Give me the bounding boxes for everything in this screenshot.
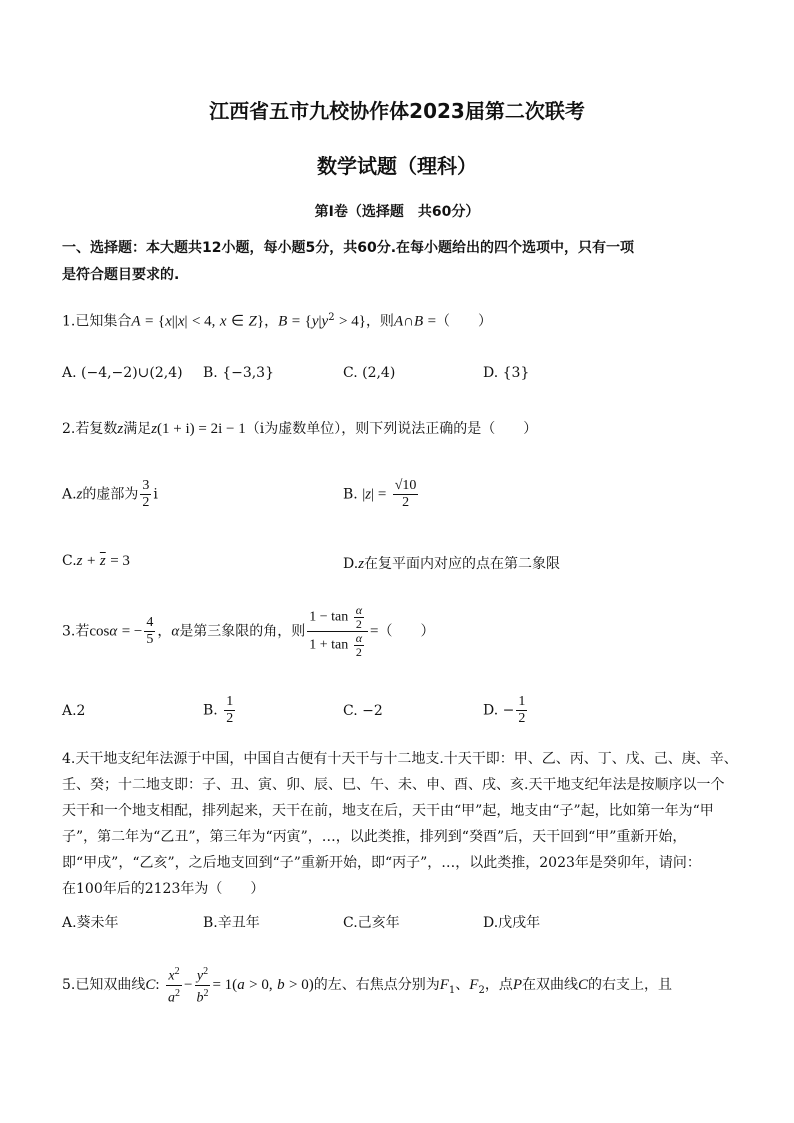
- question-4-line-5: 即“甲戌”，“乙亥”，之后地支回到“子”重新开始，即“丙子”，…，以此类推，2023年是癸卯年，请问：: [62, 855, 701, 871]
- question-2-option-c[interactable]: $C.z + \overline{z} = 3$: [62, 553, 130, 569]
- question-3-option-c[interactable]: C. −2: [343, 703, 383, 719]
- question-4-line-1: 4.天干地支纪年法源于中国，中国自古便有十天干与十二地支.十天干即：甲、乙、丙、丁、戊、己、庚、辛、: [62, 751, 738, 767]
- question-4-option-c[interactable]: C.己亥年: [343, 915, 400, 931]
- question-4-stem: [62, 746, 742, 902]
- question-4-line-6: 在100年后的2123年为（ ）: [62, 881, 265, 897]
- section-instruction-line1: 一、选择题：本大题共12小题，每小题5分，共60分.在每小题给出的四个选项中，只有一项: [62, 240, 635, 256]
- question-3-option-d[interactable]: D. − $\frac{1}{2}$: [483, 694, 526, 726]
- question-1-option-a[interactable]: A. (−4,−2)∪(2,4): [62, 365, 183, 381]
- question-4-option-d[interactable]: D.戊戌年: [483, 915, 541, 931]
- section-instruction-line2: 是符合题目要求的.: [62, 267, 180, 283]
- part-heading: 第Ⅰ卷（选择题 共60分）: [314, 204, 480, 220]
- exam-subject: 数学试题（理科）: [317, 154, 477, 178]
- exam-title: 江西省五市九校协作体2023届第二次联考: [209, 99, 585, 123]
- question-2-stem: 2.若复数z满足z(1 + i) = 2i − 1（i为虚数单位），则下列说法正确的是（ ）: [62, 421, 538, 437]
- question-3-option-a[interactable]: A.2: [62, 703, 86, 719]
- question-3-option-b[interactable]: B. $\frac{1}{2}$: [203, 694, 234, 726]
- question-2-option-b[interactable]: B. |z| = $\frac{√10}{2}$: [343, 478, 417, 510]
- question-4-line-2: 壬、癸；十二地支即：子、丑、寅、卯、辰、巳、午、未、申、酉、戌、亥.天干地支纪年法是按顺序以一个: [62, 777, 725, 793]
- question-2-option-d[interactable]: D.z在复平面内对应的点在第二象限: [343, 556, 561, 572]
- question-1-option-d[interactable]: D. {3}: [483, 365, 530, 381]
- question-4-option-b[interactable]: B.辛丑年: [203, 915, 260, 931]
- question-3-stem: 3.若cosα = − $\frac{4}{5}$ ，α是第三象限的角，则 1 − tan $\frac{\alpha}{2}$ 1 + tan $\frac{\alpha}{2}$ =（ ）: [62, 603, 435, 659]
- question-1-stem: 1.已知集合A = {x||x| < 4, x ∈ Z}，$B = \{y|y^2 > 4\}$，则A∩B =（ ）: [62, 312, 493, 330]
- question-4-line-3: 天干和一个地支相配，排列起来，天干在前，地支在后，天干由“甲”起，地支由“子”起，比如第一年为“甲: [62, 803, 714, 819]
- question-2-option-a[interactable]: A.z的虚部为 $\frac{3}{2}$ i: [62, 478, 158, 510]
- question-5-stem: 5.已知双曲线C: $\frac{x^2}{a^2}$ − $\frac{y^2}{b^2}$ = 1(a > 0, b > 0)的左、右焦点分别为$F_1$、$F_2$，点P在双曲线C的右支上，且: [62, 966, 673, 1006]
- question-1-option-b[interactable]: B. {−3,3}: [203, 365, 274, 381]
- question-4-line-4: 子”，第二年为“乙丑”，第三年为“丙寅”，…，以此类推，排列到“癸酉”后，天干回到“甲”重新开始，: [62, 829, 687, 845]
- question-4-option-a[interactable]: A.葵未年: [62, 915, 119, 931]
- question-1-option-c[interactable]: C. (2,4): [343, 365, 396, 381]
